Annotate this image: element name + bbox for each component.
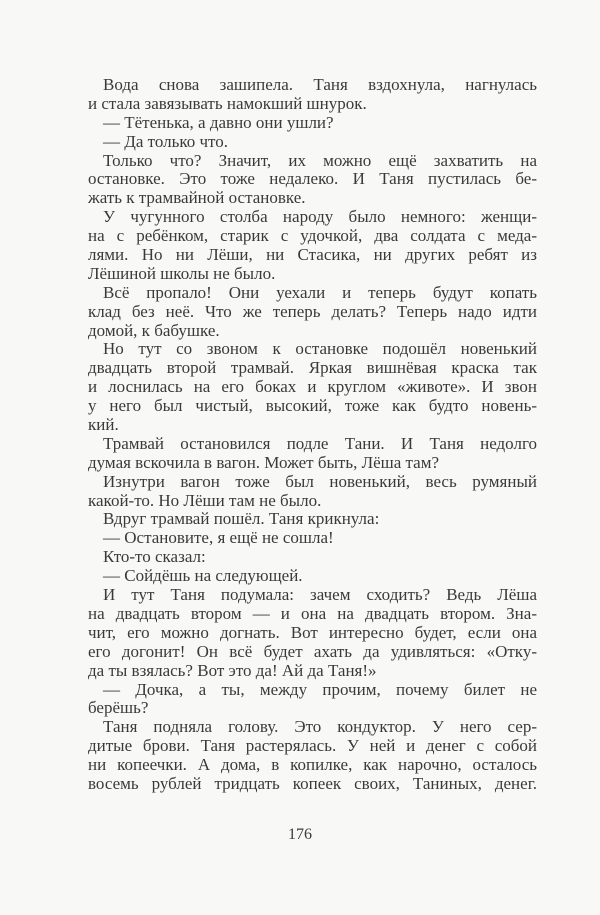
text-line: Вода снова зашипела. Таня вздохнула, нагнулась [103, 75, 537, 94]
text-line: Вдруг трамвай пошёл. Таня крикнула: [103, 509, 380, 529]
text-line: на двадцать втором — и она на двадцать втором. Зна- [88, 603, 537, 623]
text-line: и лоснилась на его боках и круглом «животе». И звон [88, 377, 537, 397]
text-line: остановке. Это тоже недалеко. И Таня пустилась бе- [88, 169, 537, 189]
text-line: да ты взялась? Вот это да! Ай да Таня!» [88, 660, 377, 680]
text-line: у него был чистый, высокий, тоже как будто новень- [88, 396, 537, 416]
text-line: ни копеечки. А дома, в копилке, как нарочно, осталось [88, 755, 537, 775]
text-line: Кто-то сказал: [103, 547, 206, 567]
text-line: кий. [88, 415, 119, 435]
text-line: Трамвай остановился подле Тани. И Таня недолго [103, 433, 537, 453]
text-line: восемь рублей тридцать копеек своих, Таниных, денег. [88, 773, 537, 793]
text-line: — Дочка, а ты, между прочим, почему билет не [103, 679, 537, 699]
text-line: — Остановите, я ещё не сошла! [103, 528, 334, 548]
text-line: — Тётенька, а давно они ушли? [103, 112, 334, 132]
page-number: 176 [288, 826, 312, 843]
text-line: домой, к бабушке. [88, 320, 220, 340]
text-line: его догонит! Он всё будет ахать да удивляться: «Отку- [88, 641, 537, 661]
text-line: И тут Таня подумала: зачем сходить? Ведь Лёша [103, 585, 537, 605]
text-line: клад без неё. Что же теперь делать? Теперь надо идти [88, 301, 537, 321]
text-line: думая вскочила в вагон. Может быть, Лёша там? [88, 452, 440, 472]
text-line: жать к трамвайной остановке. [88, 188, 306, 208]
text-line: на с ребёнком, старик с удочкой, два солдата с меда- [88, 226, 537, 246]
text-line: Таня подняла голову. Это кондуктор. У него сер- [103, 717, 537, 737]
text-line: чит, его можно догнать. Вот интересно будет, если она [88, 622, 537, 642]
text-line: Только что? Значит, их можно ещё захватить на [103, 150, 537, 170]
text-line: берёшь? [88, 698, 149, 718]
text-line: Всё пропало! Они уехали и теперь будут копать [103, 282, 537, 302]
page-text [88, 76, 537, 794]
text-line: Но тут со звоном к остановке подошёл новенький [103, 339, 537, 359]
text-line: Изнутри вагон тоже был новенький, весь румяный [103, 471, 537, 491]
text-line: какой-то. Но Лёши там не было. [88, 490, 322, 510]
text-line: двадцать второй трамвай. Яркая вишнёвая краска так [88, 358, 537, 378]
text-line: лями. Но ни Лёши, ни Стасика, ни других ребят из [88, 245, 537, 265]
text-line: — Сойдёшь на следующей. [103, 566, 303, 586]
text-line: Лёшиной школы не было. [88, 263, 276, 283]
text-line: дитые брови. Таня растерялась. У ней и денег с собой [88, 736, 537, 756]
text-line: У чугунного столба народу было немного: женщи- [103, 207, 537, 227]
text-line: и стала завязывать намокший шнурок. [88, 93, 367, 113]
text-line: — Да только что. [103, 131, 229, 151]
